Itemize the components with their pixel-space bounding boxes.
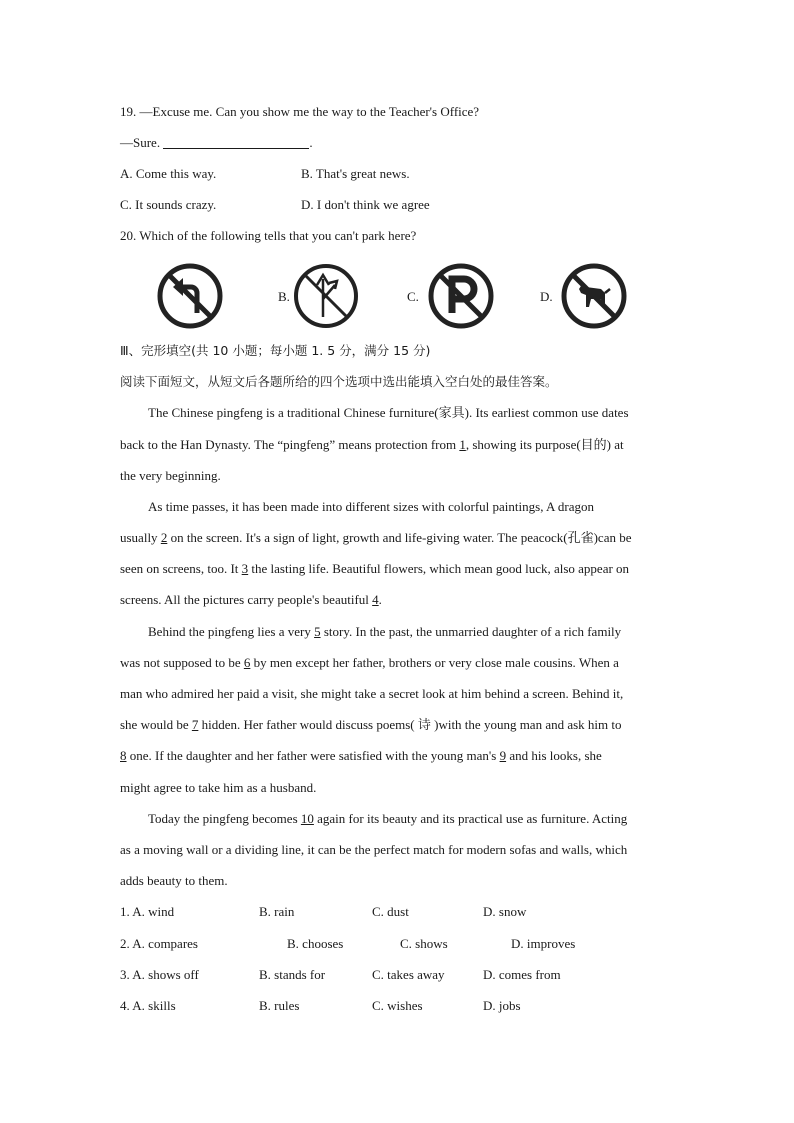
passage-p2-line4	[120, 591, 382, 609]
blank-number-9: 9	[499, 748, 507, 763]
choice-4-a: 4. A. skills	[120, 998, 176, 1013]
choice-1-c: C. dust	[372, 904, 409, 919]
passage-p1-line2	[120, 436, 624, 454]
passage-p2-line3	[120, 560, 629, 578]
q19-question: 19. —Excuse me. Can you show me the way to the Teacher's Office?	[120, 104, 480, 119]
q19-answer-prefix: —Sure.	[120, 135, 164, 150]
passage-text: by men except her father, brothers or very close male cousins. When a	[250, 655, 619, 670]
passage-p3-line2	[120, 654, 619, 672]
choice-2-c: C. shows	[400, 936, 448, 951]
q19-option-c: C. It sounds crazy.	[120, 197, 217, 212]
q19-option-d: D. I don't think we agree	[301, 197, 430, 212]
passage-p1-line3: the very beginning.	[120, 468, 221, 483]
no-straight-or-right-turn-icon	[293, 263, 359, 329]
q20-label-b: B.	[278, 289, 290, 304]
choice-1-a: 1. A. wind	[120, 904, 175, 919]
q20-question: 20. Which of the following tells that you can't park here?	[120, 228, 417, 243]
passage-p4-line3: adds beauty to them.	[120, 873, 228, 888]
q19-answer-blank	[163, 136, 309, 149]
no-parking-icon	[428, 263, 494, 329]
passage-text: one. If the daughter and her father were satisfied with the young man's	[126, 748, 500, 763]
choice-2-a: 2. A. compares	[120, 936, 198, 951]
passage-p4-line1	[148, 810, 627, 828]
passage-p3-line5	[120, 747, 602, 765]
q19-answer-suffix: .	[309, 135, 313, 150]
passage-text: on the screen. It's a sign of light, growth and life-giving water. The peacock(孔雀)can be	[167, 530, 632, 545]
q20-label-c: C.	[407, 289, 419, 304]
choice-3-c: C. takes away	[372, 967, 445, 982]
blank-number-10: 10	[300, 811, 314, 826]
section3-instruction: 阅读下面短文，从短文后各题所给的四个选项中选出能填入空白处的最佳答案。	[120, 374, 558, 389]
choice-3-b: B. stands for	[259, 967, 326, 982]
passage-text: .	[378, 592, 382, 607]
passage-text: she would be	[120, 717, 192, 732]
blank-number-3: 3	[241, 561, 249, 576]
q19-option-b: B. That's great news.	[301, 166, 410, 181]
passage-text: and his looks, she	[506, 748, 602, 763]
choice-4-d: D. jobs	[483, 998, 521, 1013]
section3-title: Ⅲ、完形填空(共 10 小题；每小题 1. 5 分，满分 15 分)	[120, 343, 431, 358]
choice-3-d: D. comes from	[483, 967, 561, 982]
passage-text: usually	[120, 530, 161, 545]
no-left-turn-icon	[157, 263, 223, 329]
blank-number-4: 4	[372, 592, 379, 607]
q20-label-d: D.	[540, 289, 553, 304]
passage-p3-line4	[120, 716, 622, 734]
passage-text: story. In the past, the unmarried daughter of a rich family	[320, 624, 622, 639]
passage-text: was not supposed to be	[120, 655, 244, 670]
passage-text: seen on screens, too. It	[120, 561, 242, 576]
passage-p3-line3: man who admired her paid a visit, she might take a secret look at him behind a screen. Behind it,	[120, 686, 624, 701]
choice-1-b: B. rain	[259, 904, 295, 919]
choice-3-a: 3. A. shows off	[120, 967, 199, 982]
passage-p3-line6: might agree to take him as a husband.	[120, 780, 317, 795]
no-dogs-icon	[561, 263, 627, 329]
q19-answer-line	[120, 134, 313, 152]
passage-text: Behind the pingfeng lies a very	[148, 624, 315, 639]
blank-number-5: 5	[314, 624, 321, 639]
passage-text: back to the Han Dynasty. The “pingfeng” means protection from	[120, 437, 460, 452]
passage-text: , showing its purpose(目的) at	[465, 437, 624, 452]
blank-number-6: 6	[243, 655, 251, 670]
q19-option-a: A. Come this way.	[120, 166, 217, 181]
passage-text: hidden. Her father would discuss poems( 诗 )with the young man and ask him to	[198, 717, 622, 732]
passage-text: Today the pingfeng becomes	[148, 811, 301, 826]
choice-2-b: B. chooses	[287, 936, 344, 951]
blank-number-8: 8	[120, 748, 127, 763]
passage-p4-line2: as a moving wall or a dividing line, it can be the perfect match for modern sofas and walls, which	[120, 842, 628, 857]
passage-p1-line1: The Chinese pingfeng is a traditional Chinese furniture(家具). Its earliest common use dates	[148, 405, 629, 420]
blank-number-1: 1	[459, 437, 466, 452]
passage-p2-line1: As time passes, it has been made into different sizes with colorful paintings, A dragon	[148, 499, 595, 514]
passage-p2-line2	[120, 529, 632, 547]
blank-number-7: 7	[191, 717, 199, 732]
passage-text: again for its beauty and its practical use as furniture. Acting	[313, 811, 628, 826]
passage-text: the lasting life. Beautiful flowers, which mean good luck, also appear on	[248, 561, 630, 576]
choice-4-b: B. rules	[259, 998, 300, 1013]
passage-text: screens. All the pictures carry people's beautiful	[120, 592, 373, 607]
passage-p3-line1	[148, 623, 621, 641]
choice-1-d: D. snow	[483, 904, 527, 919]
blank-number-2: 2	[160, 530, 168, 545]
choice-4-c: C. wishes	[372, 998, 423, 1013]
choice-2-d: D. improves	[511, 936, 576, 951]
